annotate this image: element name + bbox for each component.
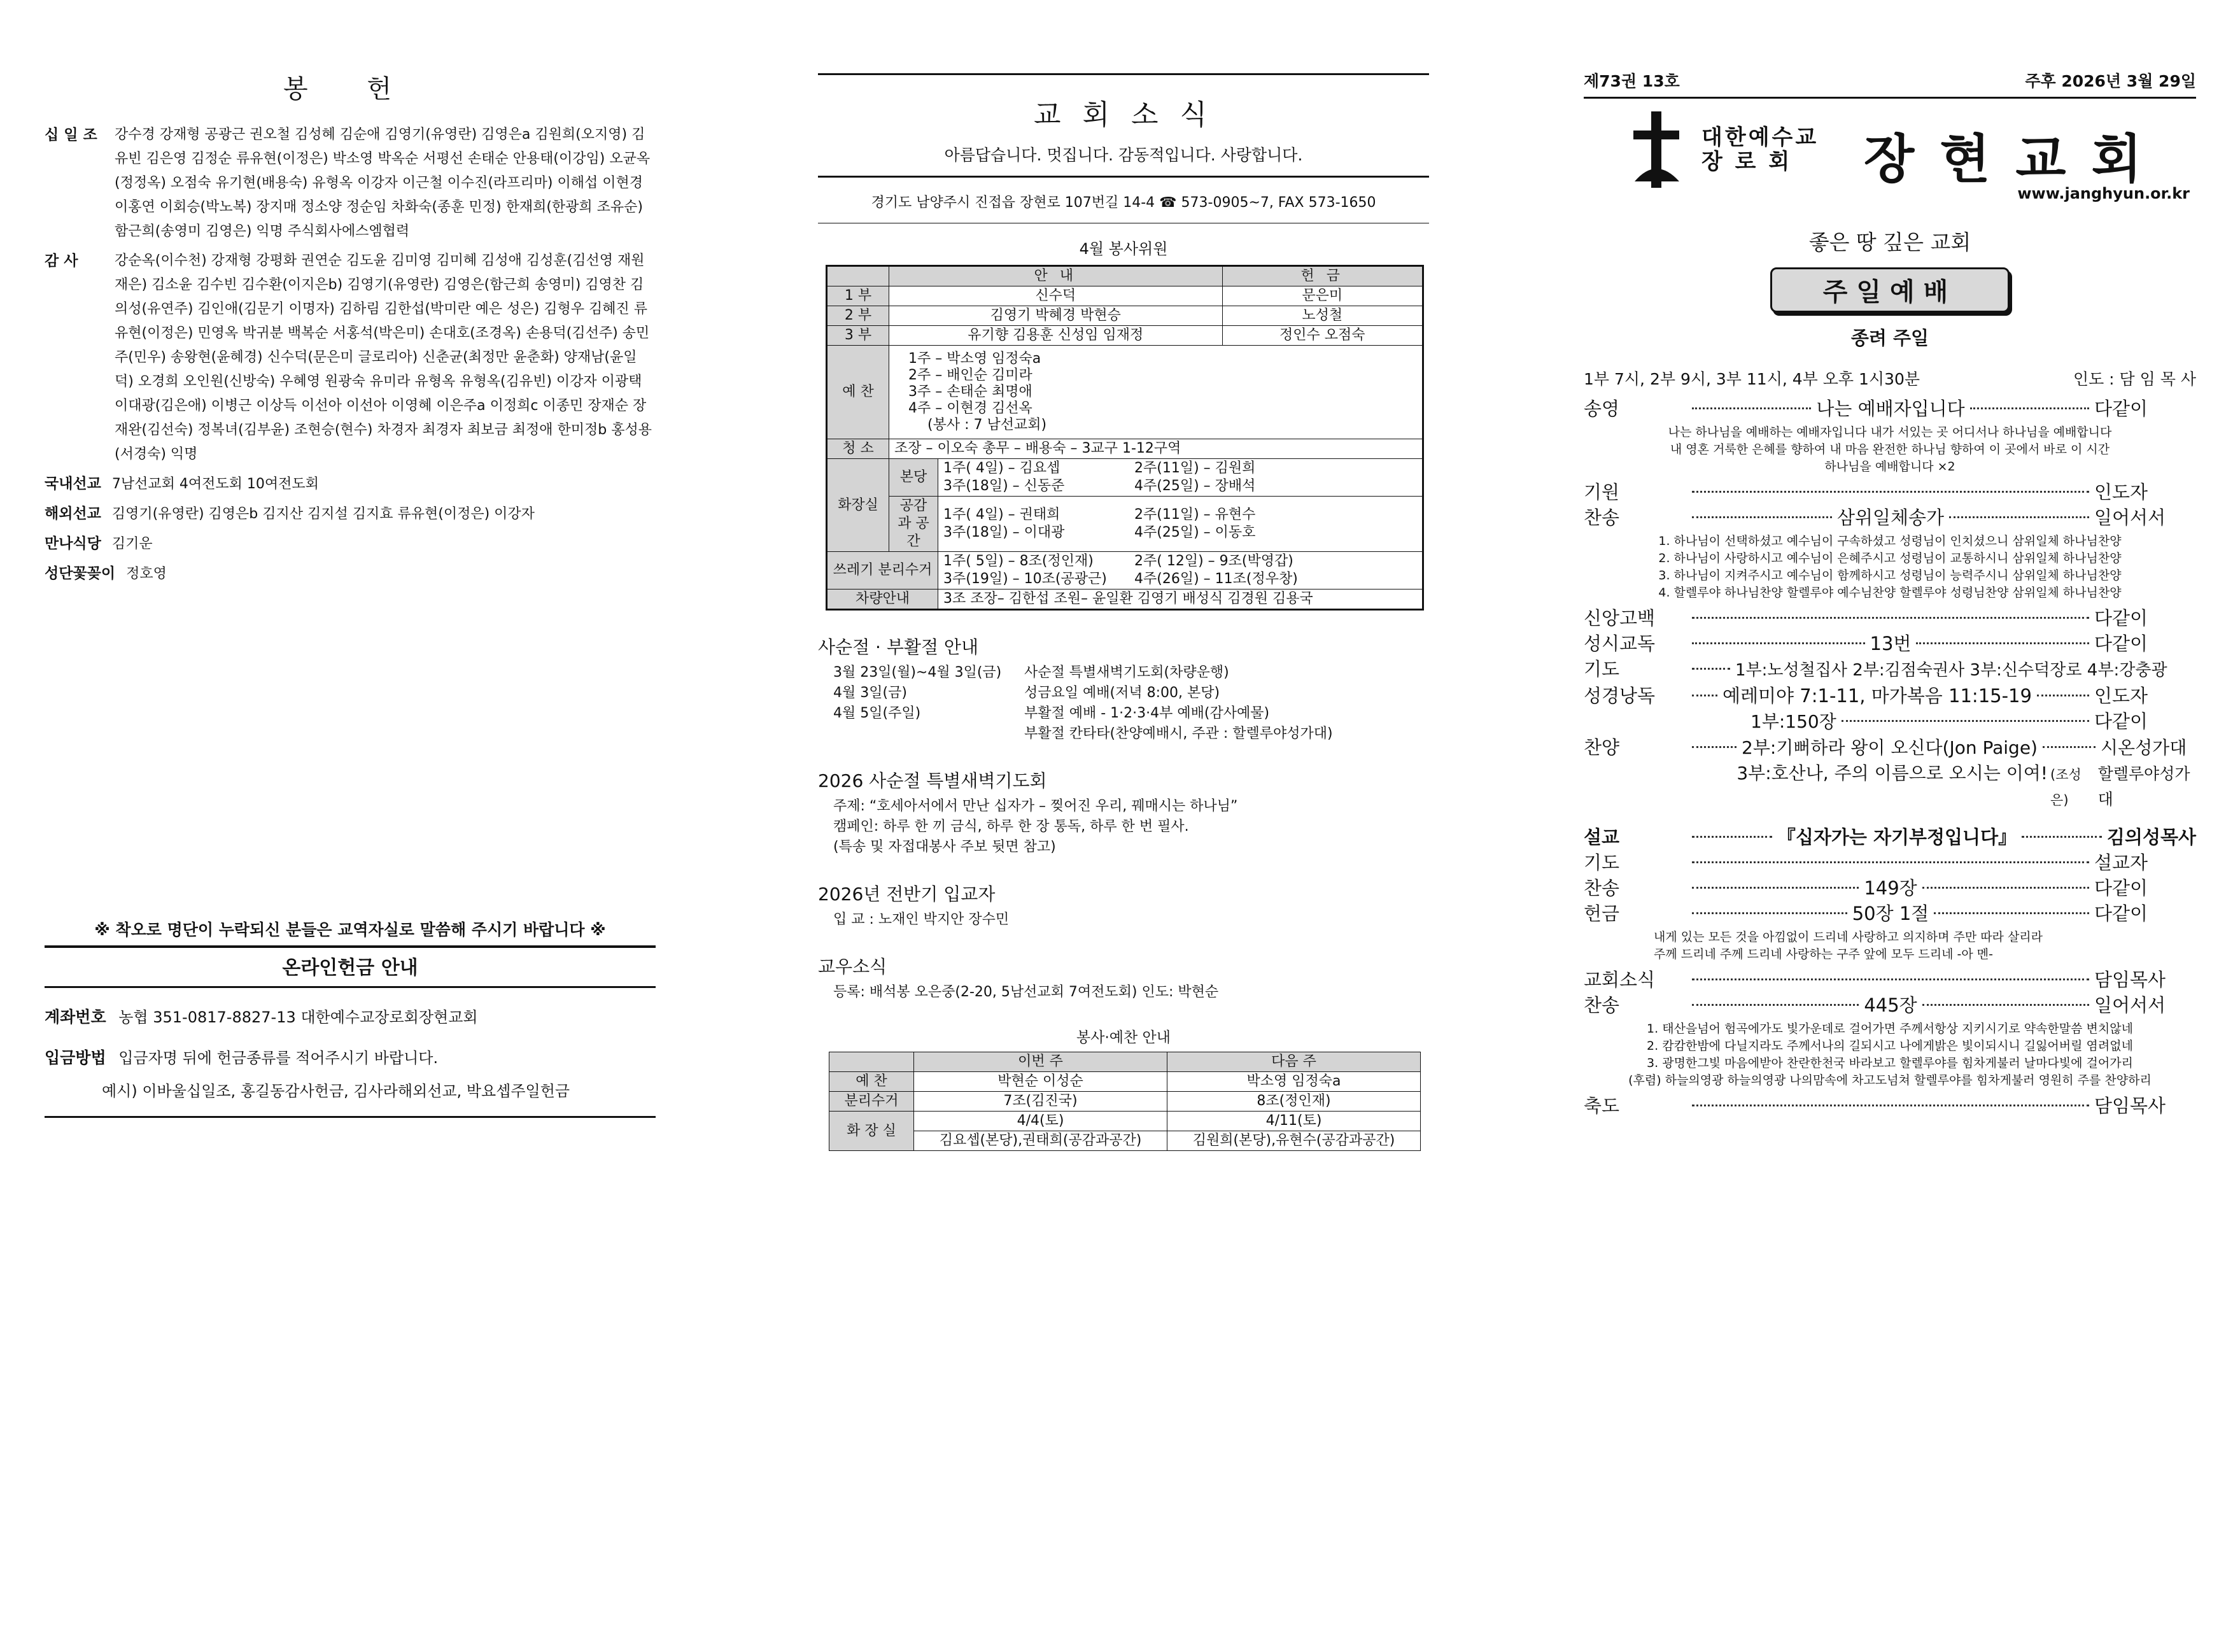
cell: 8조(정인재) — [1167, 1092, 1421, 1112]
table-row — [829, 1112, 1421, 1131]
preacher: 김의성목사 — [2106, 826, 2196, 848]
lent-desc: 부활절 칸타타(찬양예배시, 주관 : 할렐루야성가대) — [1024, 726, 1333, 742]
row-label: 화 장 실 — [829, 1112, 914, 1151]
table-row — [829, 1072, 1421, 1092]
liturgy-content: 2부:기뻐하라 왕이 오신다(Jon Paige) — [1742, 737, 2038, 758]
main-hall-schedule — [938, 459, 1423, 497]
liturgy-performer: 다같이 — [2094, 710, 2148, 732]
liturgy-performer: 다같이 — [2094, 398, 2148, 420]
liturgy-label: 기원 — [1584, 481, 1620, 503]
liturgy-content: 나는 예배자입니다 — [1816, 398, 1965, 420]
trash-schedule — [938, 552, 1423, 589]
lyric-line: 4. 할렐루야 하나님찬양 할렐루야 예수님찬양 할렐루야 성령님찬양 삼위일체 하나님찬양 — [1658, 586, 2122, 600]
choir-list — [889, 346, 1423, 439]
col-offering: 헌 금 — [1222, 266, 1423, 286]
lent-date — [833, 724, 1024, 744]
denomination-line: 대한예수교 — [1701, 125, 1819, 150]
offering-foreign-mission — [45, 502, 656, 526]
schedule-item: 3주(18일) – 이대광 — [943, 525, 1065, 540]
choir-week: 1주 – 박소영 임정숙a — [908, 351, 1041, 367]
schedule-item: 4주(25일) – 이동호 — [1134, 525, 1256, 540]
guide-names: 김영기 박혜경 박현승 — [889, 306, 1223, 326]
col-guide: 안 내 — [889, 266, 1223, 286]
table-row — [829, 1131, 1421, 1151]
clean-label: 청 소 — [827, 439, 889, 459]
trinity-lyrics — [1584, 533, 2196, 602]
lyric-line: 주께 드리네 주께 드리네 사랑하는 구주 앞에 모두 드리네 -아 멘- — [1654, 947, 1993, 961]
liturgy-label: 교회소식 — [1584, 969, 1656, 991]
newcomer-title: 2026년 전반기 입교자 — [818, 884, 996, 905]
lyric-line: 2. 캄캄한밤에 다닐지라도 주께서나의 길되시고 나에게밝은 빛이되시니 길잃어버릴 염려없네 — [1647, 1039, 2133, 1053]
liturgy-label: 찬송 — [1584, 507, 1620, 528]
table-row — [827, 326, 1423, 346]
cell: 김요셉(본당),권태희(공감과공간) — [914, 1131, 1167, 1151]
liturgy-content: 삼위일체송가 — [1836, 507, 1945, 528]
schedule-item: 4주(25일) – 장배석 — [1134, 478, 1256, 494]
worship-leader: 인도 : 담 임 목 사 — [2073, 370, 2196, 388]
lyric-line: 3. 광명한그빛 마음에받아 찬란한천국 바라보고 할렐루야를 힘차게불러 날마다빛에 걸어가리 — [1647, 1056, 2133, 1070]
cell: 박소영 임정숙a — [1167, 1072, 1421, 1092]
row-label: 분리수거 — [829, 1092, 914, 1112]
liturgy-label: 기도 — [1584, 658, 1620, 680]
dawn-line: (특송 및 자접대봉사 주보 뒷면 참고) — [833, 839, 1056, 855]
lyric-line: 내게 있는 모든 것을 아낌없이 드리네 사랑하고 의지하며 주만 따라 살리라 — [1654, 930, 2043, 944]
liturgy-label: 송영 — [1584, 398, 1620, 420]
choir-note: (봉사 : 7 남선교회) — [927, 417, 1047, 433]
denomination-line: 장 로 회 — [1701, 149, 1793, 174]
liturgy-item — [1584, 709, 2196, 735]
service-committee-title: 4월 봉사위원 — [1079, 240, 1168, 258]
offer-names: 노성철 — [1222, 306, 1423, 326]
schedule-item: 3주(18일) – 신동준 — [943, 478, 1065, 494]
offering-label: 해외선교 — [45, 505, 101, 522]
choir-week: 2주 – 배인순 김미라 — [908, 367, 1032, 383]
part-label: 3 부 — [827, 326, 889, 346]
liturgy-content: 445장 — [1864, 994, 1917, 1016]
lyric-line: 1. 태산을넘어 험곡에가도 빛가운데로 걸어가면 주께서항상 지키시기로 약속한말씀 변치않네 — [1647, 1022, 2133, 1036]
liturgy-performer: 다같이 — [2094, 607, 2148, 629]
cell: 4/11(토) — [1167, 1112, 1421, 1131]
lent-title: 사순절 · 부활절 안내 — [818, 637, 978, 658]
method-line — [45, 1045, 656, 1068]
church-slogan: 좋은 땅 깊은 교회 — [1808, 230, 1971, 255]
liturgy-item — [1584, 479, 2196, 505]
offering-column — [45, 0, 656, 1579]
table-row — [827, 286, 1423, 306]
liturgy-performer: 시온성가대 — [2101, 737, 2187, 758]
schedule-item: 2주( 12일) – 9조(박영갑) — [1134, 553, 1293, 569]
bulletin-header — [1584, 69, 2196, 99]
table-row — [827, 306, 1423, 326]
schedule-item: 1주( 4일) – 김요셉 — [943, 460, 1060, 476]
table-row — [829, 1092, 1421, 1112]
schedule-item: 1주( 4일) – 권태희 — [943, 507, 1060, 523]
liturgy-content: 1부:노성철집사 2부:김점숙권사 3부:신수덕장로 4부:강충광 — [1735, 661, 2167, 680]
offering-names: 김기운 — [111, 536, 153, 552]
schedule-item: 2주(11일) – 유현수 — [1134, 507, 1256, 523]
song-lyrics — [1584, 424, 2196, 476]
cell: 박현순 이성순 — [914, 1072, 1167, 1092]
denomination — [1701, 125, 1819, 174]
liturgy-item — [1584, 850, 2196, 875]
liturgy-label: 설교 — [1584, 826, 1620, 848]
guide-names: 신수덕 — [889, 286, 1223, 306]
table-row — [827, 439, 1423, 459]
account-line — [45, 1005, 656, 1027]
liturgy-performer: 담임목사 — [2094, 1095, 2166, 1117]
cell: 4/4(토) — [914, 1112, 1167, 1131]
table-row — [827, 552, 1423, 589]
account-label: 계좌번호 — [45, 1008, 106, 1026]
worship-column — [1584, 0, 2196, 1579]
liturgy-list — [1584, 396, 2196, 1119]
liturgy-item — [1584, 631, 2196, 656]
member-news-text: 등록: 배석봉 오은중(2-20, 5남선교회 7여전도회) 인도: 박현순 — [833, 984, 1219, 1000]
cell: 7조(김진국) — [914, 1092, 1167, 1112]
bulletin-date: 주후 2026년 3월 29일 — [2025, 72, 2196, 90]
offering-names: 7남선교회 4여전도회 10여전도회 — [111, 476, 319, 492]
next-service-title: 봉사·예찬 안내 — [1076, 1029, 1171, 1046]
common-space-schedule — [938, 497, 1423, 552]
liturgy-item — [1584, 735, 2196, 761]
trash-label: 쓰레기 분리수거 — [827, 552, 938, 589]
liturgy-item — [1584, 992, 2196, 1018]
main-hall-label: 본당 — [889, 459, 938, 497]
online-offering-title: 온라인헌금 안내 — [45, 945, 656, 988]
schedule-item: 3주(19일) – 10조(공광근) — [943, 571, 1107, 587]
lyric-line: 나는 하나님을 예배하는 예배자입니다 내가 서있는 곳 어디서나 하나님을 예배합니다 — [1668, 425, 2112, 439]
dawn-prayer-body — [818, 796, 1429, 858]
offer-names: 문은미 — [1222, 286, 1423, 306]
vehicle-text: 3조 조장– 김한섭 조원– 윤일환 김영기 배성식 김경원 김용국 — [938, 589, 1423, 610]
lent-date: 4월 5일(주일) — [833, 705, 921, 721]
dawn-prayer-title: 2026 사순절 특별새벽기도회 — [818, 770, 1047, 791]
liturgy-label: 성경낭독 — [1584, 685, 1656, 707]
table-row — [827, 589, 1423, 610]
lyric-line: 하나님을 예배합니다 ×2 — [1824, 460, 1955, 474]
offering-flowers — [45, 561, 656, 586]
choir-week: 4주 – 이현경 김선옥 — [908, 400, 1032, 416]
lent-desc: 성금요일 예배(저녁 8:00, 본당) — [1024, 685, 1220, 701]
lyric-line: 내 영혼 거룩한 은혜를 향하여 내 마음 완전한 하나님 향하여 이 곳에서 바로 이 시간 — [1670, 442, 2110, 456]
news-motto: 아름답습니다. 멋집니다. 감동적입니다. 사랑합니다. — [818, 143, 1429, 178]
liturgy-label: 성시교독 — [1584, 633, 1656, 654]
choir-label: 예 찬 — [827, 346, 889, 439]
dawn-line: 캠페인: 하루 한 끼 금식, 하루 한 장 통독, 하루 한 번 필사. — [833, 819, 1189, 835]
liturgy-item — [1584, 967, 2196, 992]
col-next-week: 다음 주 — [1167, 1052, 1421, 1072]
liturgy-item — [1584, 901, 2196, 926]
liturgy-content: 예레미야 7:1-11, 마가복음 11:15-19 — [1722, 685, 2032, 707]
offering-label: 국내선교 — [45, 476, 101, 492]
liturgy-item — [1584, 761, 2196, 813]
service-title: 주일예배 — [1770, 267, 2010, 313]
newcomer-text: 입 교 : 노재인 박지안 장수민 — [833, 912, 1010, 928]
guide-names: 유기향 김용훈 신성임 임재정 — [889, 326, 1223, 346]
row-label: 예 찬 — [829, 1072, 914, 1092]
method-text: 입금자명 뒤에 헌금종류를 적어주시기 바랍니다. — [118, 1049, 439, 1067]
offering-domestic-mission — [45, 472, 656, 497]
liturgy-item — [1584, 656, 2196, 683]
table-row — [827, 497, 1423, 552]
liturgy-label: 기도 — [1584, 852, 1620, 873]
news-column — [818, 73, 1429, 1652]
method-example: 예시) 이바울십일조, 홍길동감사헌금, 김사라해외선교, 박요셉주일헌금 — [102, 1082, 570, 1100]
liturgy-label: 찬송 — [1584, 877, 1620, 899]
liturgy-content: 13번 — [1870, 633, 1912, 654]
offering-title: 봉 헌 — [283, 74, 417, 104]
offering-hymn-lyrics — [1584, 929, 2196, 963]
lent-desc: 부활절 예배 - 1·2·3·4부 예배(감사예물) — [1024, 705, 1270, 721]
liturgy-performer: 인도자 — [2094, 481, 2148, 503]
part-label: 1 부 — [827, 286, 889, 306]
liturgy-content: 149장 — [1864, 877, 1917, 899]
church-address: 경기도 남양주시 진접읍 장현로 107번길 14-4 ☎ 573-0905~7, FAX 573-1650 — [818, 192, 1429, 223]
liturgy-item — [1584, 1093, 2196, 1119]
liturgy-item — [1584, 824, 2196, 850]
next-service-table — [829, 1052, 1421, 1151]
lent-date: 4월 3일(금) — [833, 685, 907, 701]
lent-list — [818, 663, 1429, 744]
common-space-label: 공감과 공간 — [889, 497, 938, 552]
vehicle-label: 차량안내 — [827, 589, 938, 610]
clean-text: 조장 – 이오숙 총무 – 배용숙 – 3교구 1-12구역 — [889, 439, 1423, 459]
liturgy-label: 축도 — [1584, 1095, 1620, 1117]
liturgy-item — [1584, 875, 2196, 901]
schedule-item: 4주(26일) – 11조(정우창) — [1134, 571, 1298, 587]
lyric-line: 3. 하나님이 지켜주시고 예수님이 함께하시고 성령님이 능력주시니 삼위일체 하나님찬양 — [1658, 568, 2122, 582]
composer: (조성은) — [2050, 767, 2082, 808]
service-table — [826, 265, 1424, 611]
service-times-row — [1584, 367, 2196, 390]
liturgy-performer: 일어서서 — [2094, 994, 2166, 1016]
account-number: 농협 351-0817-8827-13 대한예수교장로회장현교회 — [118, 1008, 478, 1026]
method-label: 입금방법 — [45, 1048, 106, 1067]
liturgy-performer: 다같이 — [2094, 903, 2148, 924]
offering-label: 감 사 — [45, 253, 78, 269]
liturgy-performer: 다같이 — [2094, 877, 2148, 899]
sunday-name: 종려 주일 — [1850, 327, 1929, 349]
restroom-label: 화장실 — [827, 459, 889, 552]
liturgy-label: 헌금 — [1584, 903, 1620, 924]
lyric-line: 2. 하나님이 사랑하시고 예수님이 은혜주시고 성령님이 교통하시니 삼위일체 하나님찬양 — [1658, 551, 2122, 565]
online-offering-body — [45, 988, 656, 1118]
table-row — [827, 346, 1423, 439]
table-row — [827, 459, 1423, 497]
liturgy-item — [1584, 505, 2196, 530]
choir-week: 3주 – 손태순 최명애 — [908, 384, 1032, 400]
member-news-title: 교우소식 — [818, 956, 887, 977]
offering-label: 만나식당 — [45, 535, 101, 552]
offering-names: 강순옥(이수천) 강재형 강평화 권연순 김도윤 김미영 김미혜 김성애 김성훈(김선영 재원 재은) 김소윤 김수빈 김수환(이지은b) 김영기(유영란) 김영은(함근희 송영미) 김영찬 김의성(유연주) 김인애(김문기 이명자) 김하림 김한섭(박미란 예은 성은) 김형우 김혜진 류유현(이정은) 민영옥 박귀분 백복순 서홍석(박은미) 손대호(조경옥) 손용덕(김선주) 송민주(민우) 송왕현(윤혜경) 신수덕(문은미 글로리아) 신춘균(최정만 윤춘화) 양재남(윤일덕) 오경희 오인원(신방숙) 우혜영 원광숙 유미라 유형옥 유형옥(김유빈) 이강자 이광택 이대광(김은애) 이병근 이상득 이선아 이선아 이영혜 이은주a 이정희c 이종민 장재순 장재완(김선숙) 정복녀(김부윤) 조현승(현수) 차경자 최경자 최보금 최정애 한미정b 홍성용(서경숙) 익명 — [115, 253, 652, 462]
offering-manna — [45, 532, 656, 556]
lyric-line: 1. 하나님이 선택하셨고 예수님이 구속하셨고 성령님이 인치셨으니 삼위일체 하나님찬양 — [1658, 534, 2122, 548]
liturgy-label: 찬양 — [1584, 737, 1620, 758]
dawn-line: 주제: “호세아서에서 만난 십자가 – 찢어진 우리, 꿰매시는 하나님” — [833, 798, 1238, 814]
table-row — [829, 1052, 1421, 1072]
offering-names: 정호영 — [126, 566, 167, 582]
liturgy-content: 3부:호산나, 주의 이름으로 오시는 이여! — [1736, 763, 2048, 784]
cell: 김원희(본당),유현수(공감과공간) — [1167, 1131, 1421, 1151]
offering-thanks — [45, 249, 656, 467]
liturgy-performer: 설교자 — [2094, 852, 2148, 873]
schedule-item: 1주( 5일) – 8조(정인재) — [943, 553, 1094, 569]
liturgy-item — [1584, 396, 2196, 421]
hymn-445-lyrics — [1584, 1020, 2196, 1089]
news-title: 교 회 소 식 — [818, 73, 1429, 132]
liturgy-performer: 다같이 — [2094, 633, 2148, 654]
liturgy-item — [1584, 683, 2196, 709]
liturgy-performer: 담임목사 — [2094, 969, 2166, 991]
schedule-item: 2주(11일) – 김원희 — [1134, 460, 1256, 476]
offering-names: 김영기(유영란) 김영은b 김지산 김지설 김지효 류유현(이정은) 이강자 — [111, 506, 535, 522]
table-corner — [827, 266, 889, 286]
offering-tithe — [45, 123, 656, 244]
church-logo — [1584, 111, 2196, 220]
lent-date: 3월 23일(월)~4월 3일(금) — [833, 665, 1002, 681]
service-times: 1부 7시, 2부 9시, 3부 11시, 4부 오후 1시30분 — [1584, 370, 1920, 388]
cross-icon — [1628, 111, 1686, 188]
omission-notice: ※ 착오로 명단이 누락되신 분들은 교역자실로 말씀해 주시기 바랍니다 ※ — [94, 921, 606, 939]
sermon-title: 『십자가는 자기부정입니다』 — [1777, 826, 2017, 848]
liturgy-performer: 일어서서 — [2094, 507, 2166, 528]
offering-names: 강수경 강재형 공광근 권오철 김성혜 김순애 김영기(유영란) 김영은a 김원희(오지영) 김유빈 김은영 김정순 류유현(이정은) 박소영 박옥순 서평선 손태순 안용태(이강임) 오균옥(정정옥) 오점숙 유기현(배용숙) 유형옥 이강자 이근철 이수진(라프리마) 이해섭 이현경 이홍연 이회승(박노복) 장지매 정소양 정순임 차화숙(종훈 민정) 한재희(한광희 조유순) 함근희(송영미 김영은) 익명 주식회사에스엠협력 — [115, 127, 651, 239]
part-label: 2 부 — [827, 306, 889, 326]
church-name: 장현교회 — [1864, 129, 2167, 190]
liturgy-content: 1부:150장 — [1750, 711, 1836, 732]
table-corner — [829, 1052, 914, 1072]
church-url[interactable]: www.janghyun.or.kr — [2017, 185, 2190, 202]
volume-number: 제73권 13호 — [1584, 72, 1680, 90]
offer-names: 정인수 오점숙 — [1222, 326, 1423, 346]
liturgy-content: 50장 1절 — [1852, 903, 1929, 924]
lent-desc: 사순절 특별새벽기도회(차량운행) — [1024, 665, 1229, 681]
liturgy-performer: 할렐루야성가대 — [2097, 765, 2190, 808]
liturgy-item — [1584, 605, 2196, 631]
liturgy-label: 신앙고백 — [1584, 607, 1656, 629]
offering-label: 성단꽃꽂이 — [45, 565, 116, 582]
lyric-line: (후렴) 하늘의영광 하늘의영광 나의맘속에 차고도넘쳐 할렐루야를 힘차게불러 영원히 주를 찬양하리 — [1628, 1073, 2152, 1087]
liturgy-label: 찬송 — [1584, 994, 1620, 1016]
col-this-week: 이번 주 — [914, 1052, 1167, 1072]
offering-label: 십 일 조 — [45, 127, 97, 143]
liturgy-performer: 인도자 — [2094, 685, 2148, 707]
